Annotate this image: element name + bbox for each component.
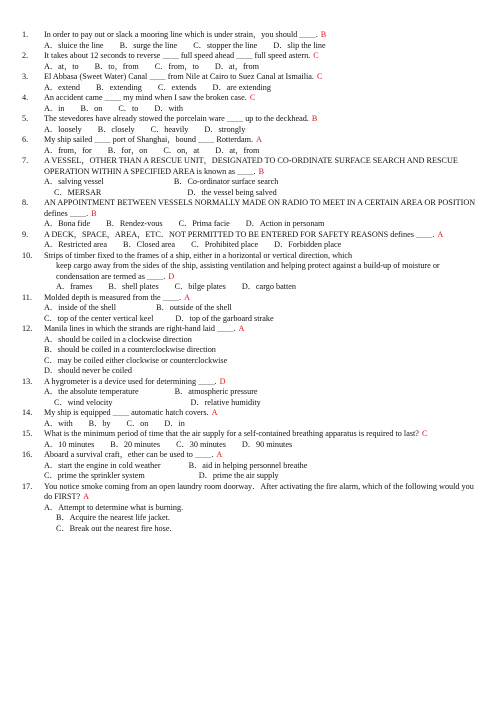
question-14 <box>22 408 480 429</box>
option-b: B．surge the line <box>119 40 178 50</box>
option-b: B．by <box>88 418 111 428</box>
option-a: A．in <box>44 103 65 113</box>
answer-key: B <box>258 166 265 176</box>
question-number: 2. <box>22 51 29 60</box>
answer-key: A <box>184 292 191 302</box>
question-stem: A DECK，SPACE，AREA，ETC．NOT PERMITTED TO BE ENTERED FOR SAFETY REASONS defines ＿＿. A <box>44 229 444 239</box>
options-row <box>44 240 480 251</box>
options-row <box>44 471 480 482</box>
option-b: B．20 minutes <box>110 439 161 449</box>
options-row <box>44 104 480 115</box>
option-c: C．Prima facie <box>178 219 230 228</box>
option-c: C．extends <box>157 82 197 92</box>
options-row <box>44 387 480 398</box>
option-a: A．Bona fide <box>44 219 91 228</box>
question-stem: What is the minimum period of time that the air supply for a self-contained breathing apparatus is required to last? C <box>44 429 428 438</box>
answer-key: C <box>313 51 319 60</box>
option-b: B．should be coiled in a counterclockwise direction <box>44 345 216 354</box>
question-2 <box>22 51 480 72</box>
question-16 <box>22 450 480 482</box>
answer-key: B <box>311 114 318 123</box>
question-number: 5. <box>22 114 29 123</box>
answer-key: A <box>216 450 223 459</box>
question-stem: My ship is equipped ＿＿ automatic hatch covers. A <box>44 408 218 417</box>
question-stem: Strips of timber fixed to the frames of a ship, either in a horizontal or vertical direction, which <box>44 250 353 260</box>
option-a: A．inside of the shell <box>44 303 117 312</box>
option-b: B．Co-ordinator surface search <box>173 177 279 186</box>
option-c: C．wind velocity <box>54 397 113 407</box>
option-d: D．slip the line <box>273 40 326 50</box>
option-c: C．30 minutes <box>176 439 226 449</box>
option-a: A．extend <box>44 82 80 92</box>
question-number: 13. <box>22 376 33 386</box>
question-12 <box>22 324 480 377</box>
option-c: C．may be coiled either clockwise or counterclockwise <box>44 355 228 365</box>
question-stem: You notice smoke coming from an open laundry room doorway．After activating the fire alarm, which of the following would you do FIRST? A <box>44 481 474 501</box>
question-stem: A hygrometer is a device used for determining ＿＿. D <box>44 376 226 386</box>
option-d: D．the vessel being salved <box>187 187 277 197</box>
option-a: A．start the engine in cold weather <box>44 460 161 470</box>
question-number: 7. <box>22 156 29 165</box>
options-row <box>44 83 480 94</box>
answer-key: D <box>168 271 175 281</box>
option-c: C．Break out the nearest fire hose. <box>56 523 172 533</box>
option-d: D．cargo batten <box>241 282 297 291</box>
answer-key: A <box>238 324 245 333</box>
options-row <box>44 41 480 52</box>
option-c: C．to <box>118 103 139 113</box>
option-d: D．are extending <box>212 82 271 92</box>
option-c: C．heavily <box>150 124 189 134</box>
option-c: C．top of the center vertical keel <box>44 313 154 323</box>
question-number: 10. <box>22 250 33 260</box>
question-number: 8. <box>22 198 29 207</box>
question-4 <box>22 93 480 114</box>
answer-key: A <box>211 408 218 417</box>
question-1 <box>22 30 480 51</box>
options-row <box>44 146 480 157</box>
question-number: 4. <box>22 93 29 102</box>
question-stem: In order to pay out or slack a mooring line which is under strain，you should ＿＿. B <box>44 30 327 39</box>
option-d: D．Forbidden place <box>274 240 342 249</box>
option-c: C．bilge plates <box>174 282 226 291</box>
question-6 <box>22 135 480 156</box>
answer-key: B <box>320 30 327 39</box>
option-d: D．prime the air supply <box>198 471 279 480</box>
question-number: 9. <box>22 229 29 239</box>
option-a: A．frames <box>56 282 93 291</box>
option-b: B．for，on <box>107 145 148 155</box>
question-stem: Manila lines in which the strands are right-hand laid ＿＿. A <box>44 324 245 333</box>
question-17 <box>22 482 480 535</box>
question-stem: The stevedores have already stowed the porcelain ware ＿＿ up to the deckhead. B <box>44 114 318 123</box>
option-d: D．with <box>154 103 184 113</box>
answer-key: A <box>83 492 90 501</box>
option-b: B．Acquire the nearest life jacket. <box>56 513 170 522</box>
options-row <box>56 282 480 293</box>
options-row <box>44 62 480 73</box>
question-number: 12. <box>22 324 33 333</box>
question-number: 3. <box>22 72 29 81</box>
option-d: D．90 minutes <box>241 439 293 449</box>
question-number: 17. <box>22 481 33 491</box>
question-stem: AN APPOINTMENT BETWEEN VESSELS NORMALLY MADE ON RADIO TO MEET IN A CERTAIN AREA OR POSITION defines ＿＿. B <box>44 198 476 218</box>
option-a: A．with <box>44 418 73 428</box>
option-b: B．Rendez-vous <box>106 219 163 228</box>
question-stem: El Abbasa (Sweet Water) Canal ＿＿ from Nile at Cairo to Suez Canal at Ismailia. C <box>44 72 323 81</box>
question-number: 14. <box>22 408 33 417</box>
answer-key: C <box>249 93 256 102</box>
options-row <box>44 440 480 451</box>
question-stem: Aboard a survival craft，ether can be used to ＿＿. A <box>44 450 223 459</box>
question-5 <box>22 114 480 135</box>
option-d: D．relative humidity <box>190 397 261 407</box>
option-b: B．aid in helping personnel breathe <box>188 460 308 470</box>
option-a: A．salving vessel <box>44 177 104 186</box>
options-row <box>44 398 480 409</box>
option-b: B．closely <box>97 124 135 134</box>
options-row <box>44 314 480 325</box>
question-stem: A VESSEL，OTHER THAN A RESCUE UNIT，DESIGNATED TO CO-ORDINATE SURFACE SEARCH AND RESCUE OPERATION WITHIN A SPECIFIED AREA is known as ＿＿. B <box>44 156 458 176</box>
answer-key: C <box>421 429 428 438</box>
question-stem: My ship sailed ＿＿ port of Shanghai，bound ＿＿ Rotterdam. A <box>44 135 262 144</box>
question-3 <box>22 72 480 93</box>
option-a: A．Attempt to determine what is burning. <box>44 502 184 512</box>
question-stem-continued: keep cargo away from the sides of the ship, assisting ventilation and helping protect against a build-up of moisture or condensation are termed as ＿＿. D <box>56 261 440 281</box>
option-c: C．on <box>126 418 149 428</box>
option-a: A．at，to <box>44 61 79 71</box>
question-13 <box>22 377 480 409</box>
question-stem: Molded depth is measured from the ＿＿. A <box>44 292 191 302</box>
option-d: D．should never be coiled <box>44 366 132 375</box>
question-stem: It takes about 12 seconds to reverse ＿＿ full speed ahead ＿＿ full speed astern. C <box>44 51 319 60</box>
option-b: B．shell plates <box>108 282 159 291</box>
question-8 <box>22 198 480 230</box>
option-c: C．stopper the line <box>193 40 258 50</box>
options-row <box>44 303 480 314</box>
answer-key: D <box>219 376 226 386</box>
option-c: C．MERSAR <box>54 187 102 197</box>
option-b: B．atmospheric pressure <box>174 387 258 396</box>
option-d: D．strongly <box>204 124 246 134</box>
question-number: 1. <box>22 30 29 39</box>
option-b: B．extending <box>95 82 142 92</box>
question-11 <box>22 293 480 325</box>
options-row <box>44 188 480 199</box>
option-d: D．top of the garboard strake <box>175 313 274 323</box>
answer-key: B <box>91 208 97 218</box>
option-d: D．at，from <box>214 61 259 71</box>
options-row <box>44 419 480 430</box>
options-row <box>44 461 480 472</box>
question-number: 16. <box>22 450 33 459</box>
question-number: 15. <box>22 429 33 438</box>
option-a: A．from，for <box>44 145 92 155</box>
question-number: 6. <box>22 135 29 144</box>
option-b: B．on <box>80 103 103 113</box>
option-d: D．Action in personam <box>245 219 325 228</box>
answer-key: A <box>256 135 262 144</box>
options-row <box>44 177 480 188</box>
question-stem: An accident came ＿＿ my mind when I saw the broken case. C <box>44 93 256 102</box>
option-d: D．at，from <box>215 145 260 155</box>
answer-key: C <box>316 72 323 81</box>
option-b: B．Closed area <box>122 240 176 249</box>
exam-page <box>22 30 480 534</box>
question-15 <box>22 429 480 450</box>
option-a: A．sluice the line <box>44 40 104 50</box>
option-d: D．in <box>164 418 185 428</box>
option-a: A．10 minutes <box>44 439 95 449</box>
answer-key: A <box>437 229 444 239</box>
option-b: B．outside of the shell <box>156 303 232 312</box>
option-c: C．Prohibited place <box>191 240 259 249</box>
options-row <box>44 125 480 136</box>
option-c: C．on，at <box>163 145 200 155</box>
question-number: 11. <box>22 292 32 302</box>
option-a: A．loosely <box>44 124 82 134</box>
option-c: C．from，to <box>154 61 199 71</box>
option-a: A．should be coiled in a clockwise direction <box>44 334 192 344</box>
question-7 <box>22 156 480 198</box>
option-a: A．Restricted area <box>44 240 107 249</box>
option-b: B．to，from <box>94 61 139 71</box>
options-row <box>44 219 480 230</box>
option-a: A．the absolute temperature <box>44 387 139 396</box>
question-10 <box>22 251 480 293</box>
question-9 <box>22 230 480 251</box>
option-c: C．prime the sprinkler system <box>44 471 145 480</box>
